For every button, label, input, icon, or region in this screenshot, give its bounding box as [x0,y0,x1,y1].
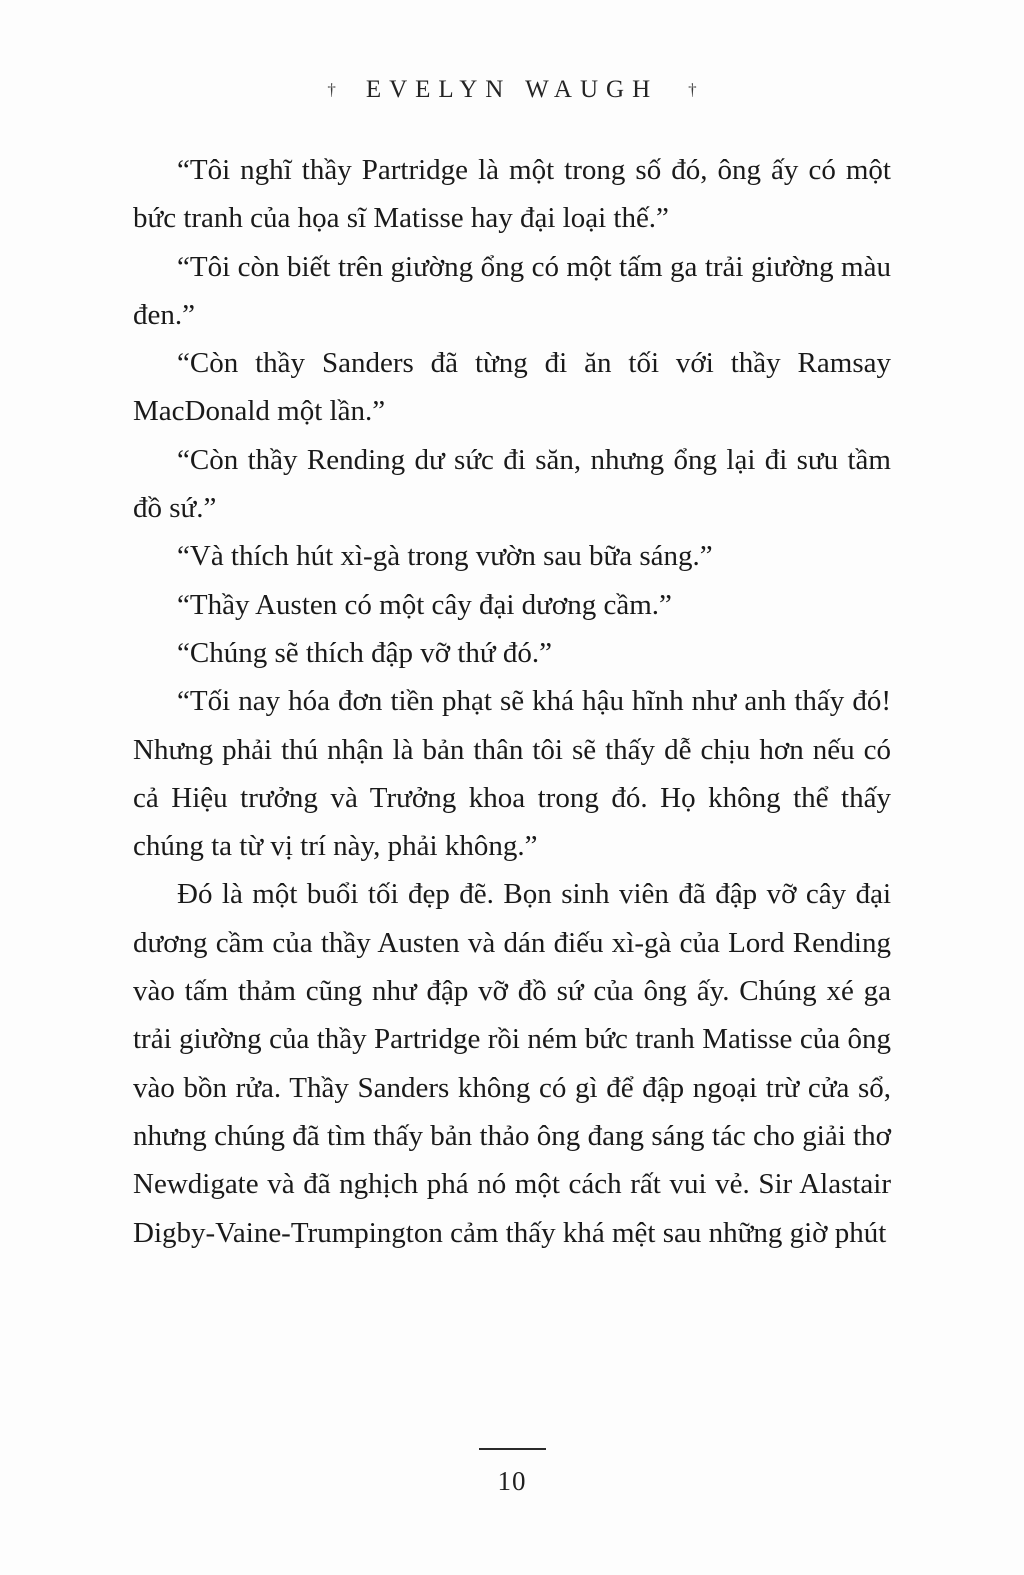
running-header [0,76,1024,104]
page-number: 10 [497,1466,527,1496]
author-name: EVELYN WAUGH [365,76,659,103]
paragraph: “Và thích hút xì-gà trong vườn sau bữa sáng.” [177,540,713,573]
paragraph: Đó là một buổi tối đẹp đẽ. Bọn sinh viên đã đập vỡ cây đại dương cầm của thầy Austen và dán điếu xì-gà của Lord Rending vào tấm thảm cũng như đập vỡ đồ sứ của ông ấy. Chúng xé ga trải giường của thầy Partridge rồi ném bức tranh Matisse của ông vào bồn rửa. Thầy Sanders không có gì để đập ngoại trừ cửa sổ, nhưng chúng đã tìm thấy bản thảo ông đang sáng tác cho giải thơ Newdigate và đã nghịch phá nó một cách rất vui vẻ. Sir Alastair Digby-Vaine-Trumpington cảm thấy khá mệt sau những giờ phút [133,878,891,1249]
paragraph: “Còn thầy Rending dư sức đi săn, nhưng ổng lại đi sưu tầm đồ sứ.” [133,443,891,525]
page-body [133,146,891,1257]
footer-rule [479,1448,546,1450]
page-footer [0,1448,1024,1497]
paragraph: “Tôi nghĩ thầy Partridge là một trong số đó, ông ấy có một bức tranh của họa sĩ Matisse hay đại loại thế.” [133,154,891,235]
paragraph: “Chúng sẽ thích đập vỡ thứ đó.” [177,636,552,669]
paragraph: “Thầy Austen có một cây đại dương cầm.” [177,588,672,621]
paragraph: “Còn thầy Sanders đã từng đi ăn tối với thầy Ramsay MacDonald một lần.” [133,347,891,428]
cross-ornament-right-icon: † [688,79,697,99]
paragraph: “Tôi còn biết trên giường ổng có một tấm ga trải giường màu đen.” [133,250,891,331]
paragraph: “Tối nay hóa đơn tiền phạt sẽ khá hậu hĩnh như anh thấy đó! Nhưng phải thú nhận là bản thân tôi sẽ thấy dễ chịu hơn nếu có cả Hiệu trưởng và Trưởng khoa trong đó. Họ không thể thấy chúng ta từ vị trí này, phải không.” [133,685,891,863]
cross-ornament-left-icon: † [327,79,336,99]
